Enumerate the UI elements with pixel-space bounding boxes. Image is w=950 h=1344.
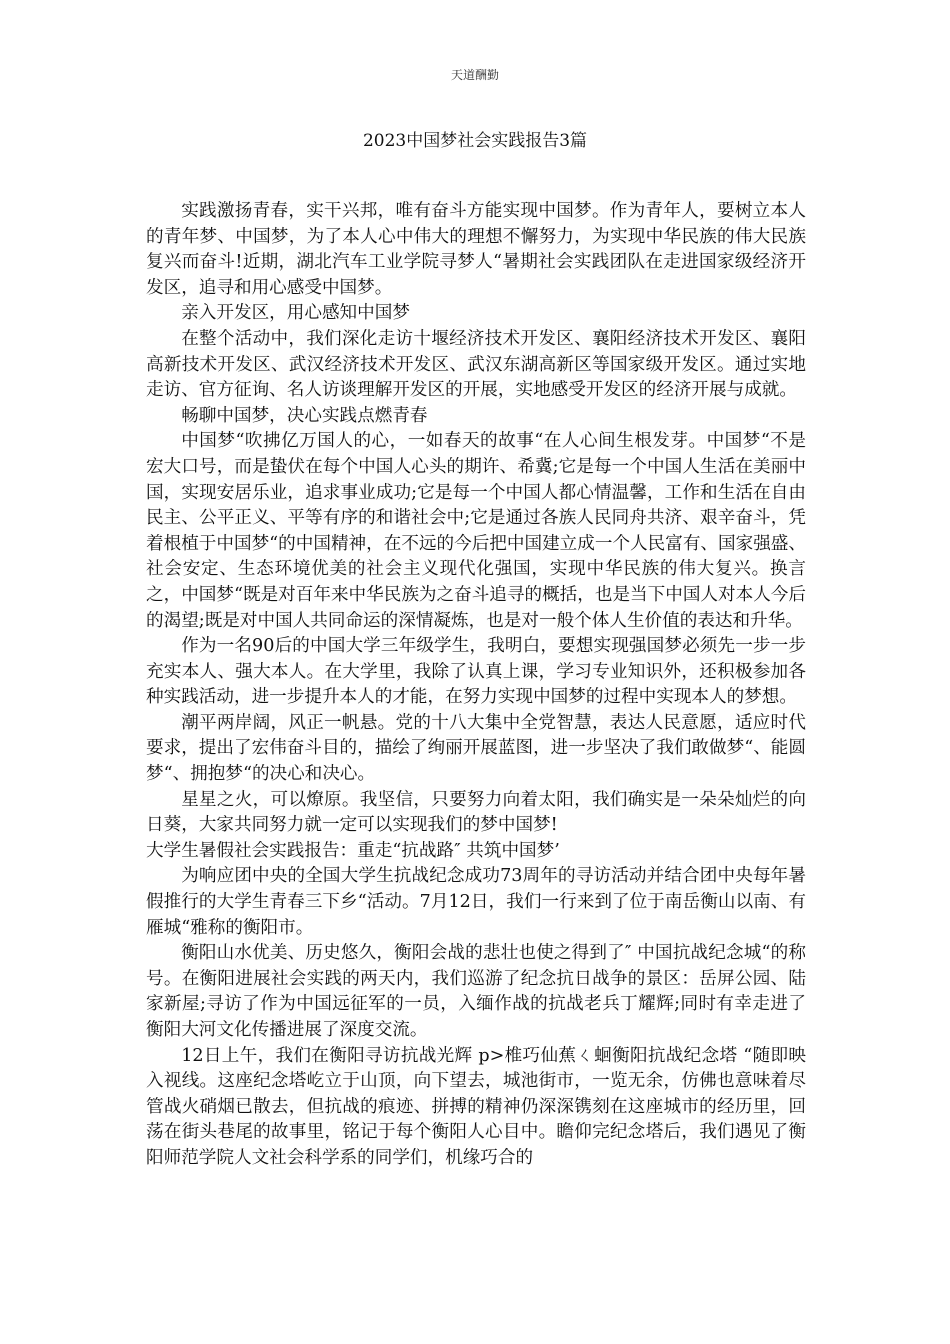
paragraph: 为响应团中央的全国大学生抗战纪念成功73周年的寻访活动并结合团中央每年暑假推行的大学生青春三下乡“活动。7月12日，我们一行来到了位于南岳衡山以南、有雁城“雅称的衡阳市。 [146, 866, 806, 938]
paragraph: 星星之火，可以燎原。我坚信，只要努力向着太阳，我们确实是一朵朵灿烂的向日葵，大家共同努力就一定可以实现我们的梦中国梦! [146, 789, 806, 836]
paragraph: 潮平两岸阔，风正一帆悬。党的十八大集中全党智慧，表达人民意愿，适应时代要求，提出了宏伟奋斗目的，描绘了绚丽开展蓝图，进一步坚决了我们敢做梦“、能圆梦“、拥抱梦“的决心和决心。 [146, 712, 806, 785]
document-title: 2023中国梦社会实践报告3篇 [362, 131, 588, 151]
section-heading: 畅聊中国梦，决心实践点燃青春 [181, 405, 428, 426]
page-header: 天道酬勤 [450, 68, 499, 82]
document-body [146, 199, 806, 1172]
subtitle: 大学生暑假社会实践报告：重走“抗战路″ 共筑中国梦’ [146, 840, 560, 861]
paragraph: 衡阳山水优美、历史悠久，衡阳会战的悲壮也使之得到了″ 中国抗战纪念城“的称号。在衡阳进展社会实践的两天内，我们巡游了纪念抗日战争的景区：岳屏公园、陆家新屋;寻访了作为中国远征军的一员，入缅作战的抗战老兵丁耀辉;同时有幸走进了衡阳大河文化传播进展了深度交流。 [146, 943, 806, 1040]
paragraph: 12日上午，我们在衡阳寻访抗战光辉 p>椎巧仙蕉ㄑ蛔衡阳抗战纪念塔 “随即映入视线。这座纪念塔屹立于山顶，向下望去，城池街市，一览无余，仿佛也意味着尽管战火硝烟已散去，但抗战的痕迹、拼搏的精神仍深深镌刻在这座城市的经历里，回荡在街头巷尾的故事里，铭记于每个衡阳人心目中。瞻仰完纪念塔后，我们遇见了衡阳师范学院人文社会科学系的同学们，机缘巧合的 [146, 1045, 806, 1168]
paragraph: 中国梦“吹拂亿万国人的心，一如春天的故事“在人心间生根发芽。中国梦“不是宏大口号，而是蛰伏在每个中国人心头的期许、希冀;它是每一个中国人生活在美丽中国，实现安居乐业，追求事业成功;它是每一个中国人都心情温馨，工作和生活在自由民主、公平正义、平等有序的和谐社会中;它是通过各族人民同舟共济、艰辛奋斗，凭着根植于中国梦“的中国精神，在不远的今后把中国建立成一个人民富有、国家强盛、社会安定、生态环境优美的社会主义现代化强国，实现中华民族的伟大复兴。换言之，中国梦“既是对百年来中华民族为之奋斗追寻的概括，也是当下中国人对本人今后的渴望;既是对中国人共同命运的深情凝炼，也是对一般个体人生价值的表达和升华。 [146, 431, 806, 631]
paragraph: 在整个活动中，我们深化走访十堰经济技术开发区、襄阳经济技术开发区、襄阳高新技术开发区、武汉经济技术开发区、武汉东湖高新区等国家级开发区。通过实地走访、官方征询、名人访谈理解开发区的开展，实地感受开发区的经济开展与成就。 [146, 328, 806, 401]
paragraph: 作为一名90后的中国大学三年级学生，我明白，要想实现强国梦必须先一步一步充实本人、强大本人。在大学里，我除了认真上课，学习专业知识外，还积极参加各种实践活动，进一步提升本人的才能，在努力实现中国梦的过程中实现本人的梦想。 [146, 636, 806, 708]
section-heading: 亲入开发区，用心感知中国梦 [181, 303, 410, 324]
paragraph: 实践激扬青春，实干兴邦，唯有奋斗方能实现中国梦。作为青年人，要树立本人的青年梦、中国梦，为了本人心中伟大的理想不懈努力，为实现中华民族的伟大民族复兴而奋斗!近期，湖北汽车工业学院寻梦人“暑期社会实践团队在走进国家级经济开发区，追寻和用心感受中国梦。 [146, 201, 806, 298]
